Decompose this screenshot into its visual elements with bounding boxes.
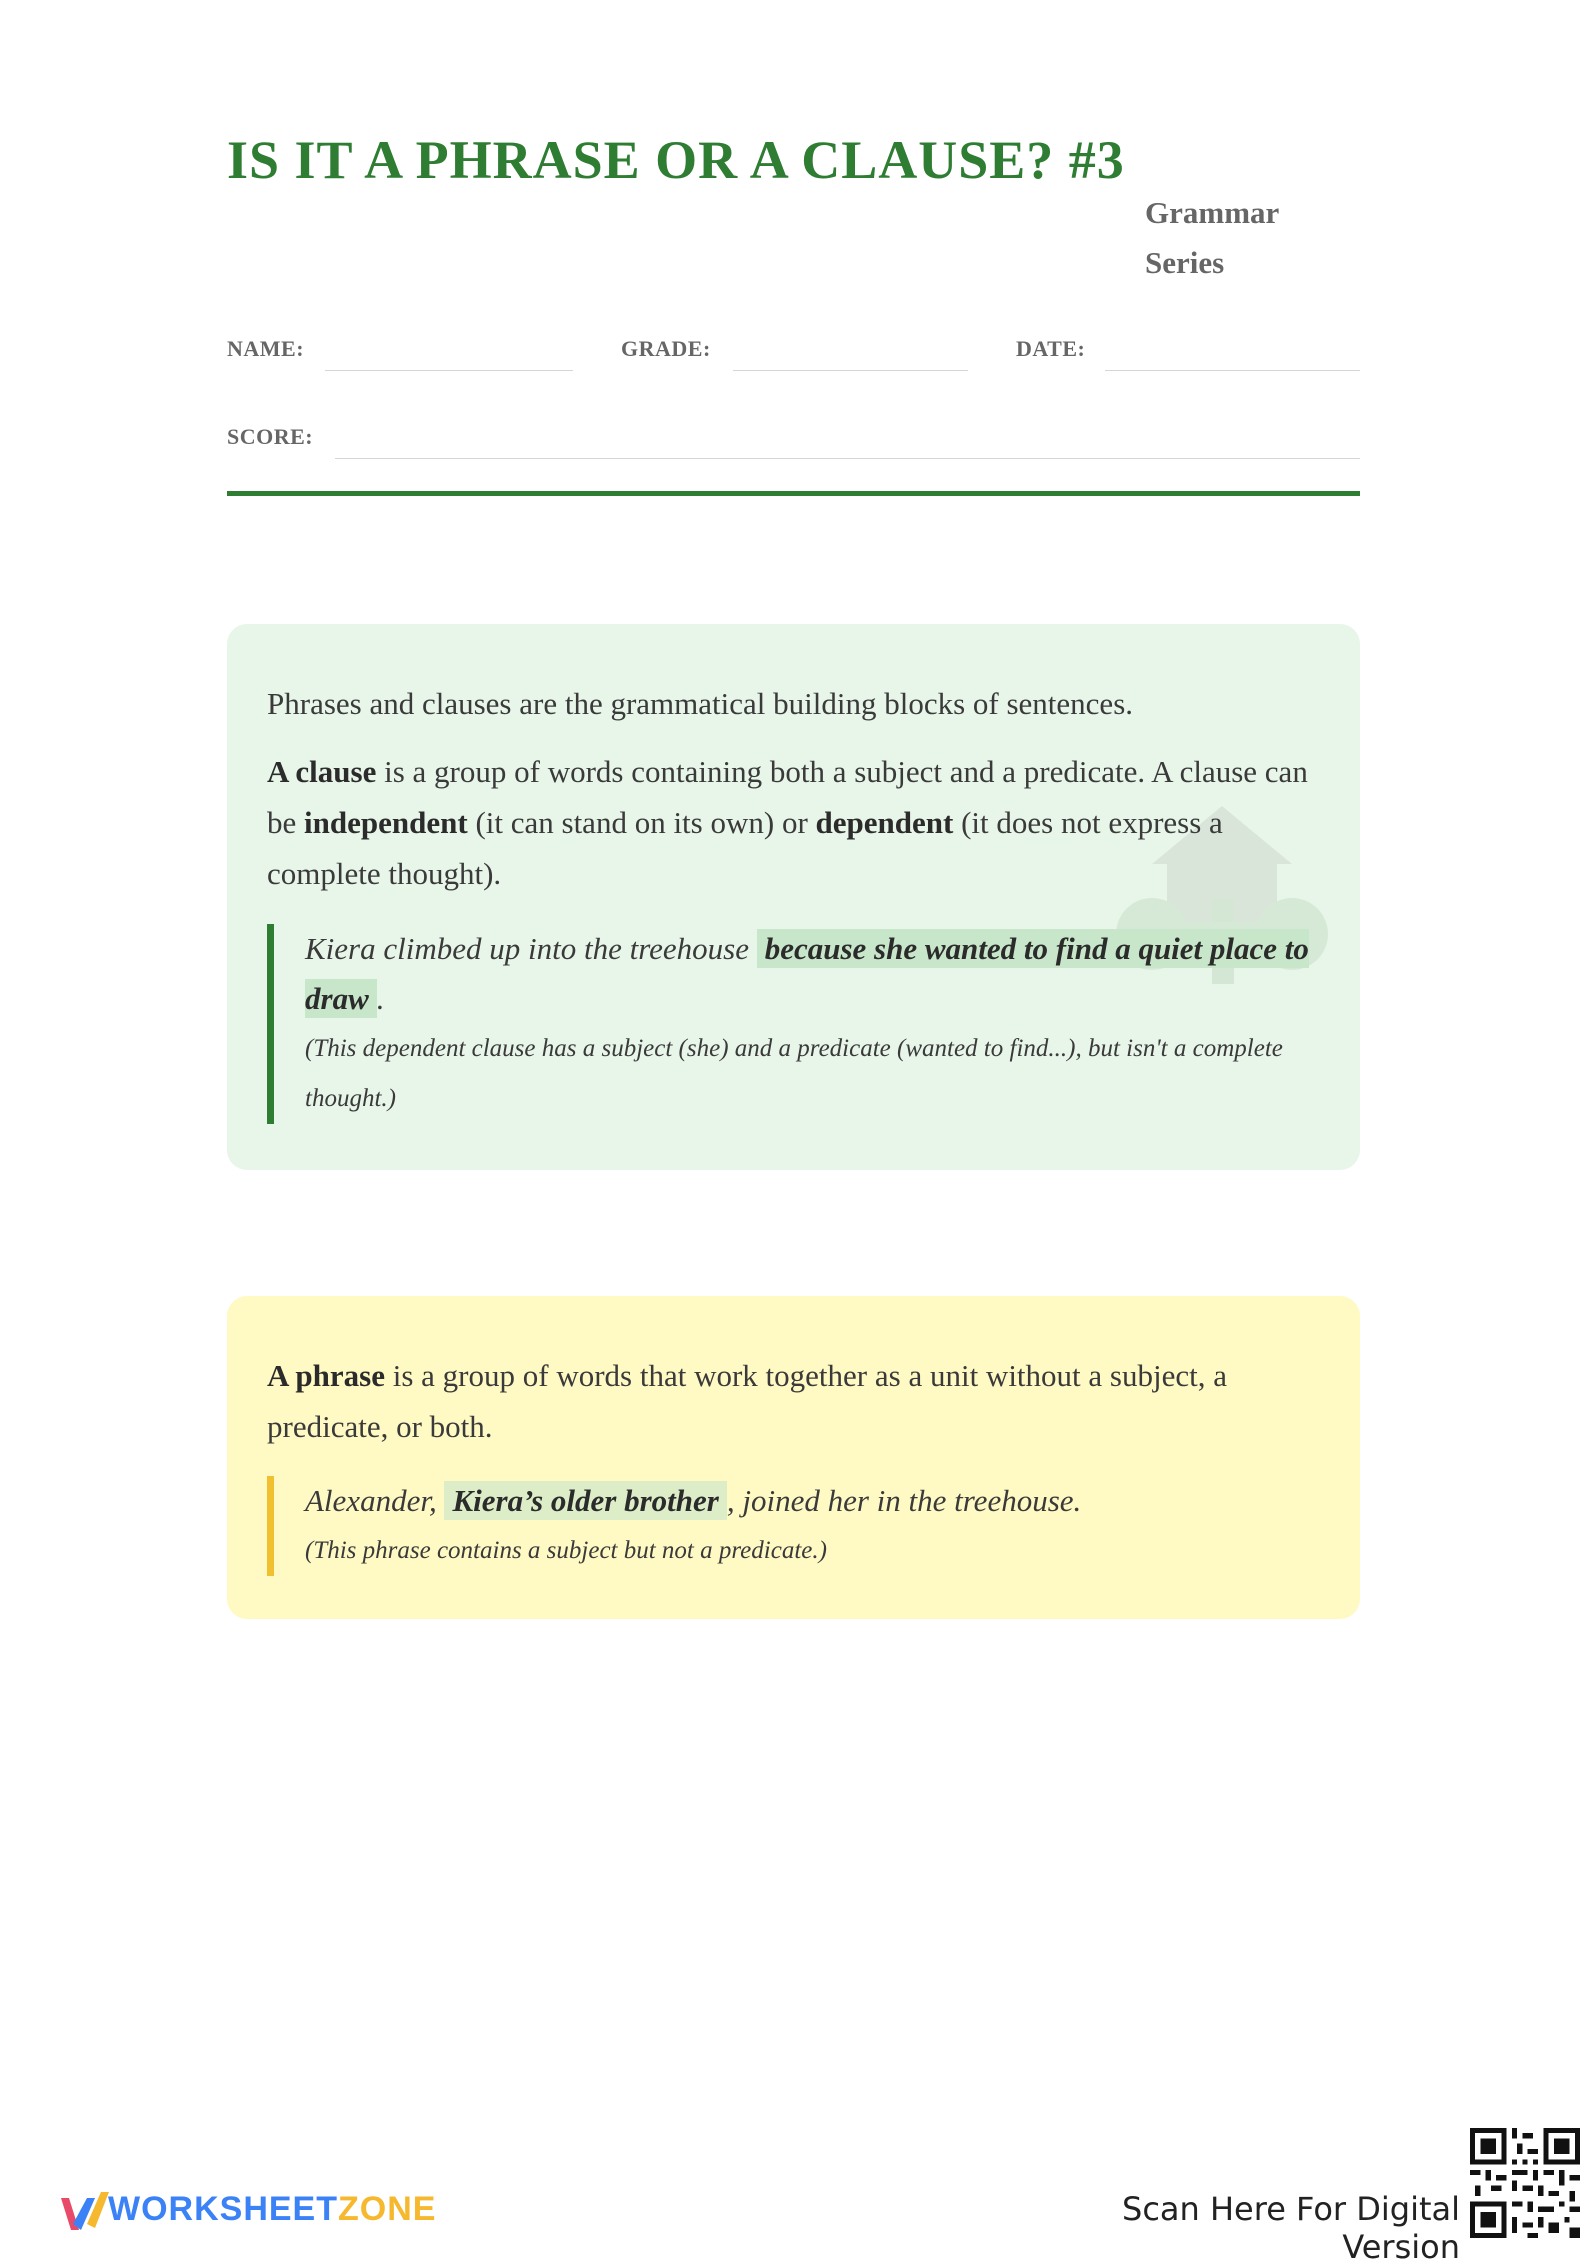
score-label: SCORE: xyxy=(227,424,314,449)
example-text: Kiera climbed up into the treehouse xyxy=(305,931,757,966)
independent-term: independent xyxy=(304,805,468,840)
grade-field[interactable] xyxy=(733,370,968,371)
clause-card xyxy=(227,624,1360,1170)
example-text: Alexander, xyxy=(305,1483,445,1518)
phrase-card xyxy=(227,1296,1360,1619)
date-label: DATE: xyxy=(1016,336,1086,361)
clause-example xyxy=(267,924,1327,1124)
clause-def-text: (it does not express a complete thought). xyxy=(267,805,1223,891)
clause-term: A clause xyxy=(267,754,377,789)
grade-label: GRADE: xyxy=(621,336,711,361)
clause-definition xyxy=(267,746,1327,899)
phrase-definition xyxy=(267,1350,1327,1452)
logo-word-worksheet: WORKSHEET xyxy=(108,2190,338,2228)
date-field[interactable] xyxy=(1105,370,1360,371)
example-text: . xyxy=(376,981,385,1016)
logo-word-zone: ZONE xyxy=(338,2190,437,2228)
phrase-term: A phrase xyxy=(267,1358,385,1393)
worksheet-title: IS IT A PHRASE OR A CLAUSE? #3 xyxy=(227,130,1125,190)
phrase-example xyxy=(267,1476,1327,1576)
series-label: Grammar Series xyxy=(1145,195,1279,280)
phrase-example-sentence xyxy=(305,1476,1327,1526)
dependent-clause-highlight: because she wanted to find a quiet place to draw xyxy=(305,931,1309,1016)
clause-example-note: (This dependent clause has a subject (she) and a predicate (wanted to find...), but isn't a complete thought.) xyxy=(305,1035,1283,1112)
worksheetzone-logo-text[interactable] xyxy=(108,2190,436,2229)
phrase-highlight: Kiera’s older brother xyxy=(444,1481,726,1520)
clause-example-sentence xyxy=(305,924,1327,1024)
clause-def-text: (it can stand on its own) or xyxy=(467,805,816,840)
header-divider xyxy=(227,491,1360,496)
score-field[interactable] xyxy=(335,458,1360,459)
scan-instruction: Scan Here For Digital Version xyxy=(1122,2190,1460,2266)
name-field[interactable] xyxy=(325,370,573,371)
qr-code-icon[interactable] xyxy=(1470,2128,1580,2238)
intro-text: Phrases and clauses are the grammatical building blocks of sentences. xyxy=(267,686,1134,721)
clause-def-text: is a group of words containing both a subject and a predicate. A clause can be xyxy=(267,754,1308,840)
dependent-term: dependent xyxy=(815,805,954,840)
name-label: NAME: xyxy=(227,336,305,361)
phrase-example-note: (This phrase contains a subject but not a predicate.) xyxy=(305,1537,827,1564)
example-text: , joined her in the treehouse. xyxy=(726,1483,1082,1518)
phrase-def-text: is a group of words that work together as a unit without a subject, a predicate, or both. xyxy=(267,1358,1227,1444)
